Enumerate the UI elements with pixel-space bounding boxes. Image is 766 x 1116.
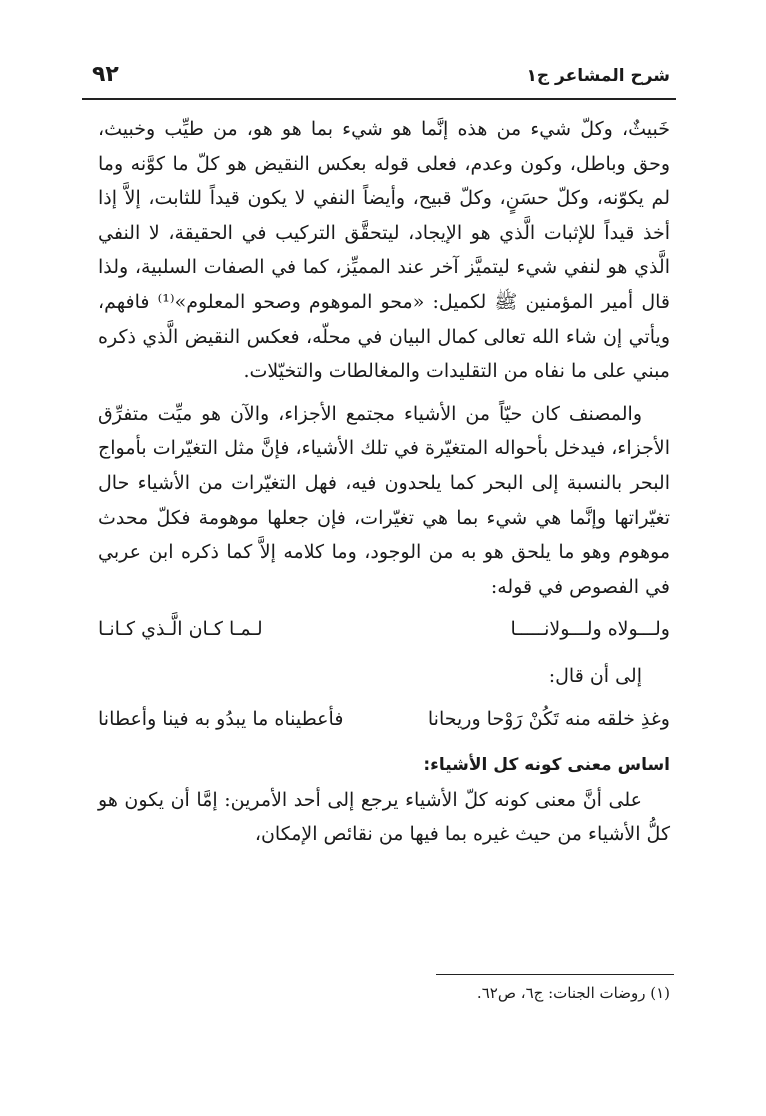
poem-intro: إلى أن قال:: [548, 664, 642, 687]
paragraph-3: على أنَّ معنى كونه كلّ الأشياء يرجع إلى أحد الأمرين: إمَّا أن يكون هو كلُّ الأشياء من حيث غيره بما فيها من نقائص الإمكان،: [98, 788, 670, 846]
poem-verse-2-first-hemistich: وغذِ خلقه منه تَكُنْ رَوْحا وريحانا: [427, 707, 670, 730]
footnote-rule: [436, 974, 674, 975]
poem-verse-1-first-hemistich: ولـــولاه ولـــولانـــــا: [510, 618, 670, 641]
poem-verse-1: [98, 612, 670, 647]
section-heading: اساس معنى كونه كل الأشياء:: [423, 755, 670, 776]
page-header: [82, 58, 676, 98]
poem-verse-2: [98, 702, 670, 737]
poem-verse-1-second-hemistich: لـمـا كـان الَّـذي كـانـا: [98, 618, 263, 641]
paragraph-1: خَبيثٌ، وكلّ شيء من هذه إنَّما هو شيء بما هو هو، من طيِّب وخبيث، وحق وباطل، وكون وعدم، فعلى قوله بعكس النقيض هو كلّ ما كوَّنه وما لم يكوّنه، وكلّ حسَنٍ، وكلّ قبيح، وأيضاً النفي لا يكون قيداً للثابت، إلاَّ إذا أخذ قيداً للإثبات الَّذي هو الإيجاد، ليتحقَّق التركيب في الحقيقة، لا النفي الَّذي هو لنفي شيء ليتميَّز آخر عند المميِّز، كما في الصفات السلبية، ولذا قال أمير المؤمنين ﷺ لكميل: «محو الموهوم وصحو المعلوم»⁽¹⁾ فافهم، ويأتي إن شاء الله تعالى كمال البيان في محلّه، فعكس النقيض الَّذي ذكره مبني على ما نفاه من التقليدات والمغالطات والتخيّلات.: [98, 118, 671, 383]
page-number: ٩٢: [92, 62, 119, 87]
paragraph-2: والمصنف كان حيّاً من الأشياء مجتمع الأجزاء، والآن هو ميِّت متفرِّق الأجزاء، فيدخل بأحواله المتغيّرة في تلك الأشياء، فإنَّ مثل التغيّرات بأمواج البحر بالنسبة إلى البحر كما يلحدون فيه، فهل التغيّرات من الأشياء حال تغيّراتها وإنَّما هي شيء بما هي تغيّرات، فإن جعلها موهومة فكلّ محدث موهوم وهو ما يلحق هو به من الوجود، وما كلامه إلاَّ كما ذكره ابن عربي في الفصوص في قوله:: [98, 402, 670, 598]
poem-verse-2-second-hemistich: فأعطيناه ما يبدُو به فينا وأعطانا: [98, 707, 344, 730]
running-title: شرح المشاعر ج١: [526, 66, 670, 86]
header-rule: [82, 98, 676, 100]
footnote: (١) روضات الجنات: ج٦، ص٦٢.: [476, 984, 670, 1002]
body-text: [98, 112, 670, 852]
